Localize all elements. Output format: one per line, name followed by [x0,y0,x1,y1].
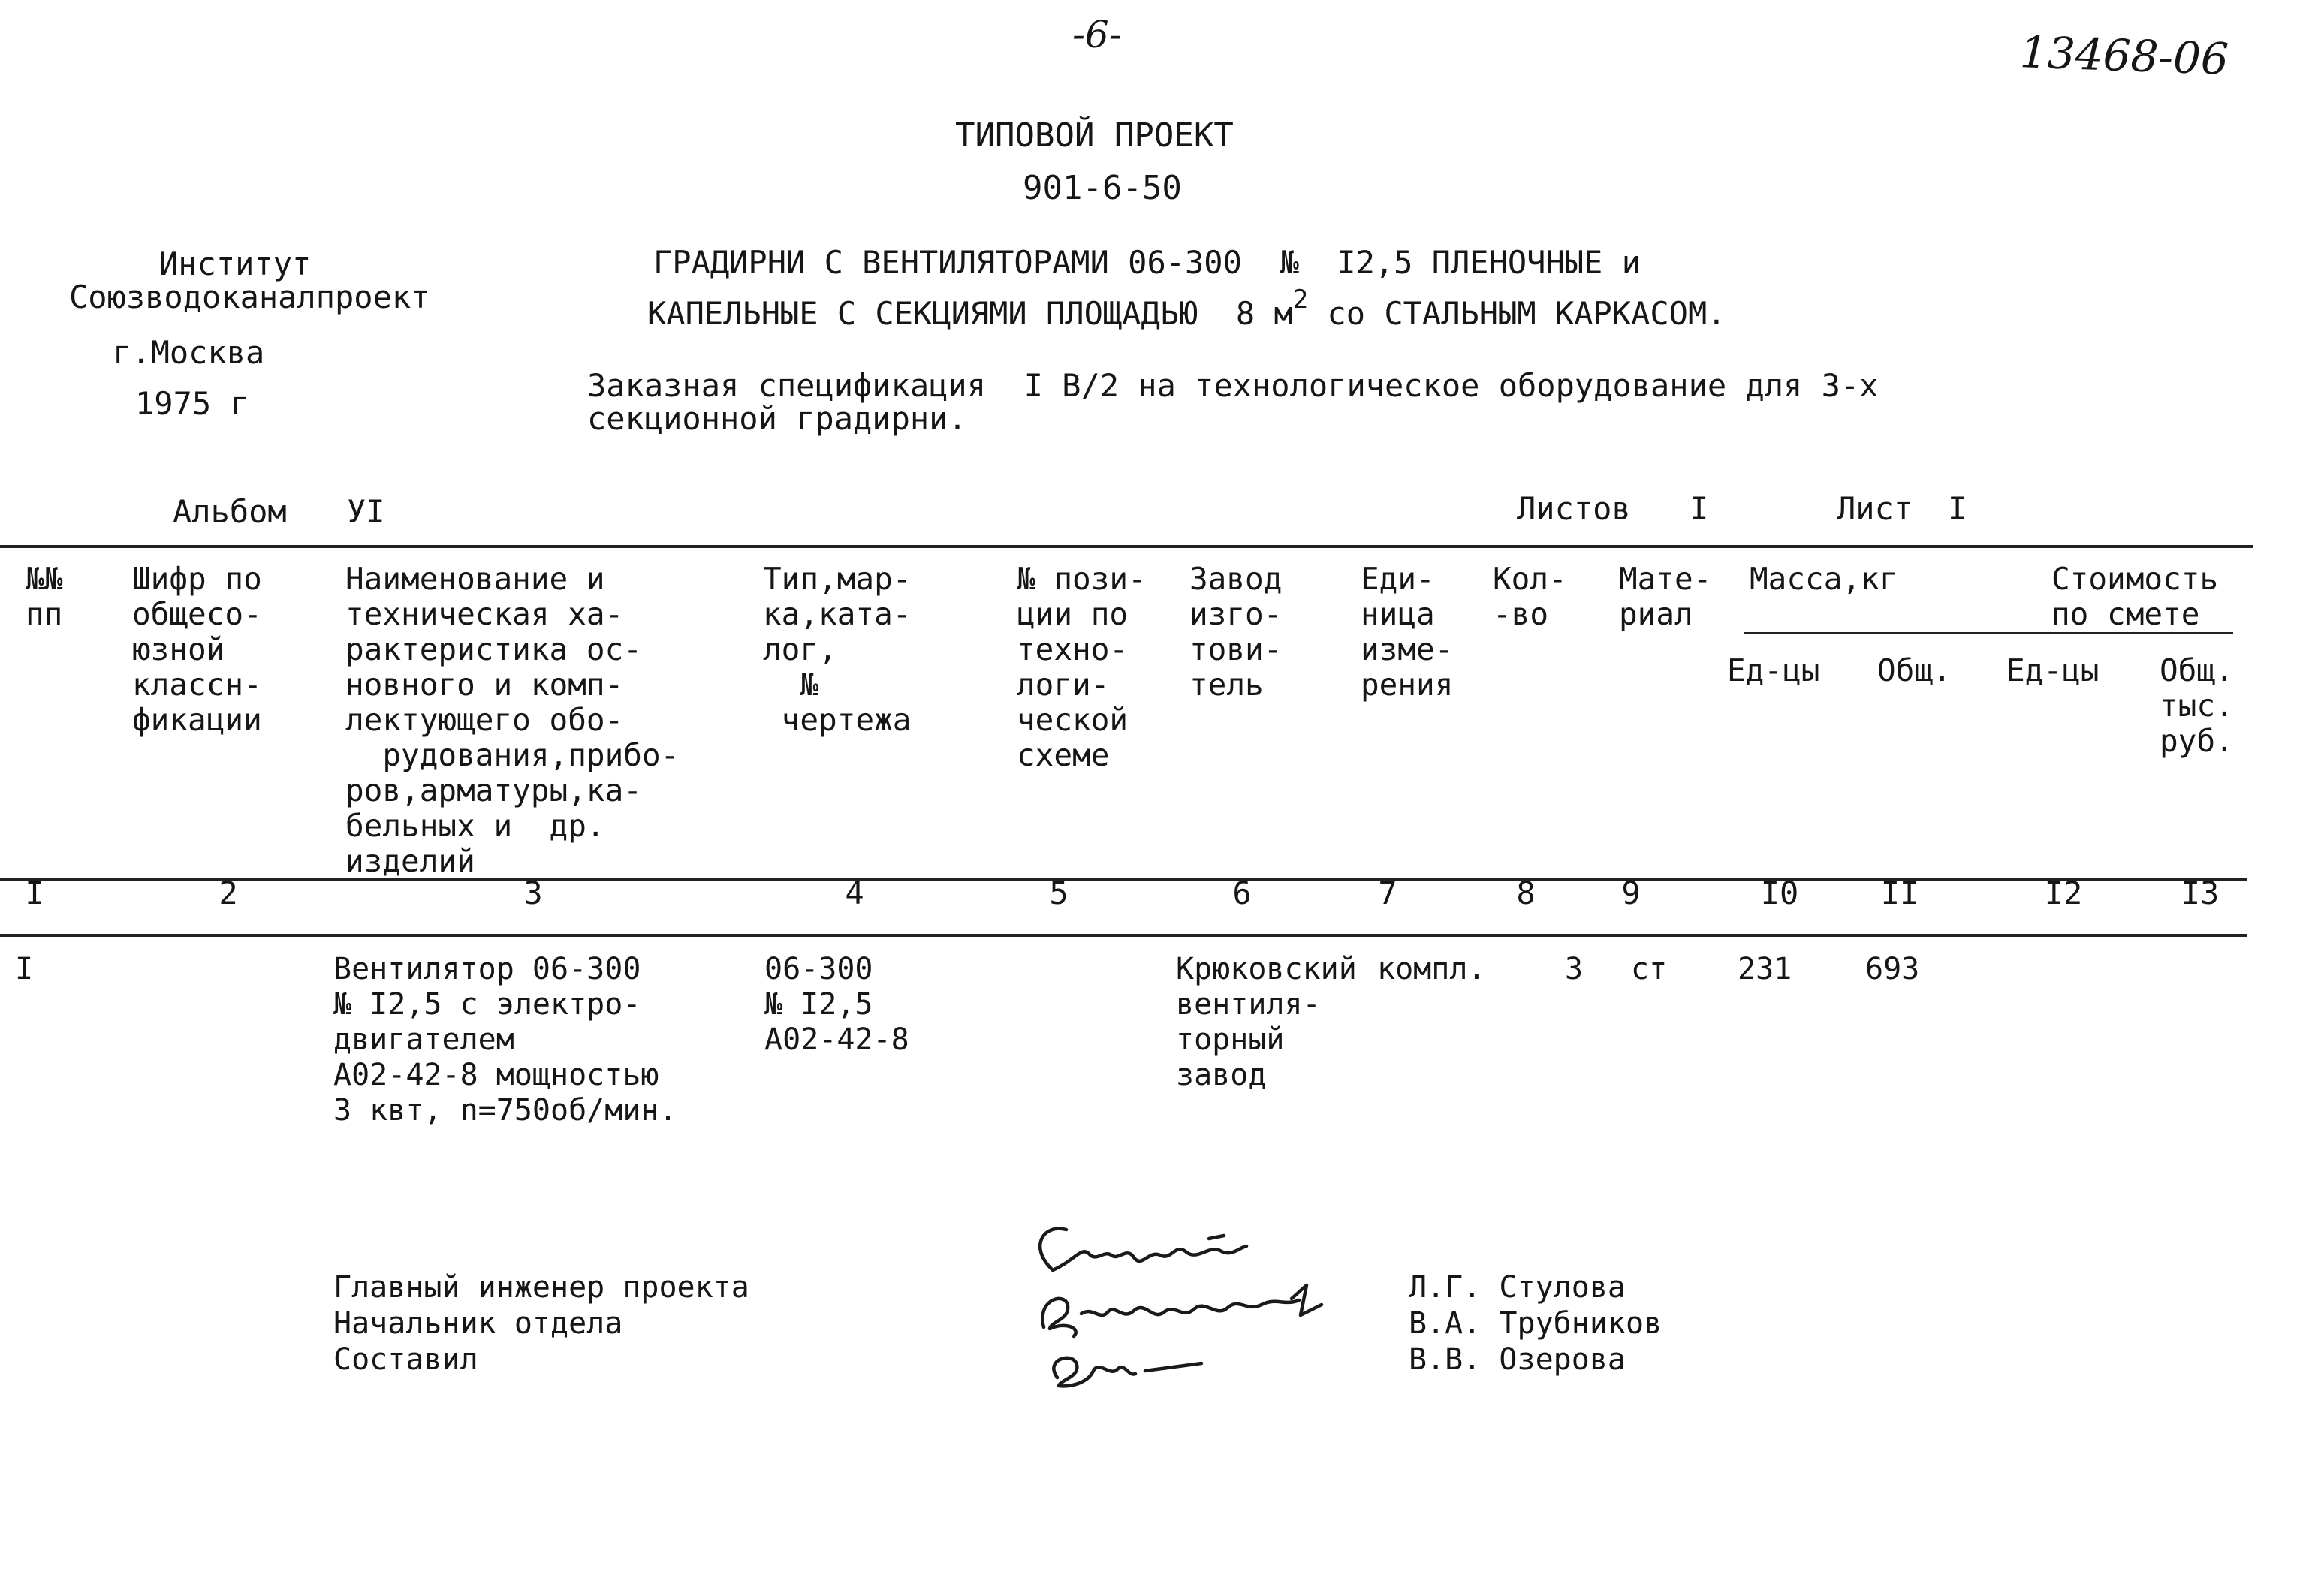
column-number-1: I [25,875,44,911]
signer-role-compiler: Составил [333,1342,478,1377]
signer-role-chief-engineer: Главный инженер проекта [333,1270,749,1305]
row-item-name: Вентилятор 06-300 № I2,5 с электро- двигателем А02-42-8 мощностью 3 квт, n=750об/мин. [333,952,677,1128]
column-number-12: I2 [2044,875,2083,911]
document-title-line2-tail: со СТАЛЬНЫМ КАРКАСОМ. [1308,295,1726,332]
signature-stulova [1040,1229,1246,1270]
sheets-count-label: Листов [1517,490,1631,527]
signer-name-department-head: В.А. Трубников [1409,1306,1662,1341]
column-number-7: 7 [1378,875,1397,911]
header-mass-total: Общ. [1877,652,1952,688]
header-row-number: №№ пп [26,561,63,632]
row-quantity: 3 [1565,952,1584,986]
mass-header-rule [1744,632,2233,634]
column-number-2: 2 [219,875,238,911]
header-classification-code: Шифр по общесо- юзной классн- фикации [132,561,262,738]
spec-subtitle-line2: секционной градирни. [587,400,967,437]
row-mass-unit: 231 [1738,952,1792,986]
institute-label: Институт [159,245,312,282]
header-material: Мате- риал [1619,561,1712,632]
header-cost-total: Общ. тыс. руб. [2160,652,2234,759]
header-manufacturer: Завод изго- тови- тель [1189,561,1283,703]
document-title-line1: ГРАДИРНИ С ВЕНТИЛЯТОРАМИ 06-300 № I2,5 ПЛЕНОЧНЫЕ и [653,244,1641,281]
institute-year: 1975 г [135,385,249,422]
column-number-11: II [1880,875,1919,911]
column-number-8: 8 [1516,875,1536,911]
handwritten-signatures [1021,1216,1412,1404]
page-number: -6- [1072,13,1122,56]
institute-city: г.Москва [113,334,265,371]
project-type: ТИПОВОЙ ПРОЕКТ [955,116,1234,155]
area-unit-superscript: 2 [1292,285,1309,315]
institute-name: Союзводоканалпроект [69,279,430,315]
sheet-value: I [1948,490,1967,527]
header-cost-unit: Ед-цы [2006,652,2100,688]
header-quantity: Кол- -во [1493,561,1567,632]
project-number: 901-6-50 [1023,169,1182,207]
signature-ozerova [1054,1358,1201,1386]
archive-number: 13468-06 [2018,26,2230,85]
row-unit: компл. [1377,952,1486,986]
row-manufacturer: Крюковский вентиля- торный завод [1176,952,1357,1092]
column-number-3: 3 [523,875,543,911]
column-number-5: 5 [1049,875,1069,911]
sheets-count-value: I [1690,490,1709,527]
header-type-catalog: Тип,мар- ка,ката- лог, № чертежа [763,561,912,738]
column-number-9: 9 [1621,875,1641,911]
row-type-catalog: 06-300 № I2,5 А02-42-8 [764,952,909,1057]
album-label: Альбом [173,493,287,530]
signature-trubnikov [1042,1285,1322,1336]
header-unit: Еди- ница изме- рения [1361,561,1454,703]
signer-name-compiler: В.В. Озерова [1409,1342,1626,1377]
document-title-line2-text: КАПЕЛЬНЫЕ С СЕКЦИЯМИ ПЛОЩАДЬЮ 8 м [647,295,1293,332]
header-mass: Масса,кг [1750,561,1898,597]
header-item-name: Наименование и техническая ха- рактеристика ос- новного и комп- лектующего обо- рудования,прибо- ров,арматуры,ка- бельных и др. изделий [345,561,680,879]
sheet-label: Лист [1837,490,1913,527]
spec-subtitle-line1: Заказная спецификация I В/2 на технологическое оборудование для 3-х [587,367,1879,404]
column-number-rule [0,934,2247,937]
column-number-6: 6 [1232,875,1252,911]
table-top-rule [0,545,2253,548]
row-number: I [15,952,34,986]
column-number-10: I0 [1760,875,1799,911]
signer-name-chief-engineer: Л.Г. Стулова [1409,1270,1626,1305]
header-scheme-position: № пози- ции по техно- логи- ческой схеме [1017,561,1147,773]
row-mass-total: 693 [1865,952,1920,986]
column-number-13: I3 [2181,875,2220,911]
row-material: ст [1631,952,1668,986]
column-number-4: 4 [845,875,864,911]
signer-role-department-head: Начальник отдела [333,1306,623,1341]
album-value: УI [347,493,385,530]
document-title-line2 [647,285,1726,334]
header-cost: Стоимость по смете [2051,561,2219,632]
header-mass-unit: Ед-цы [1727,652,1820,688]
